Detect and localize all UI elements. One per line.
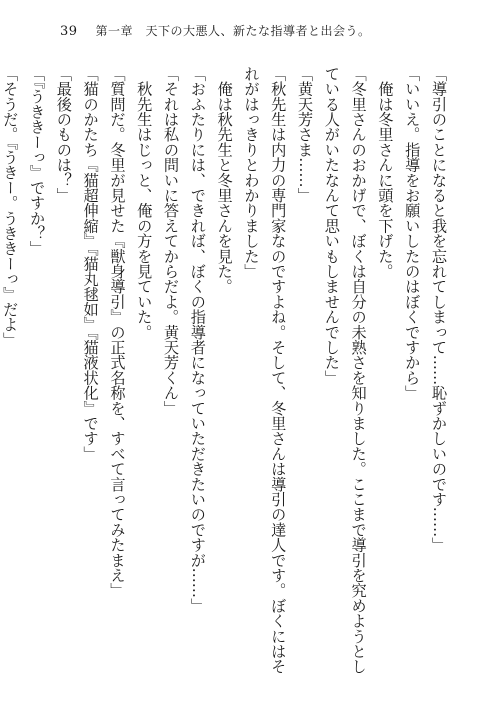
text-line: 「冬里さんのおかげで、ぼくは自分の未熟さを知りました。ここまで導引を究めようとし	[349, 66, 368, 674]
text-line: 「いいえ。指導をお願いしたのはぼくですから」	[403, 66, 422, 401]
page-header	[60, 22, 460, 42]
text-line: 「導引のことになると我を忘れてしまって……恥ずかしいのです……」	[430, 66, 448, 553]
text-line: 秋先生はじっと、俺の方を見ていた。	[135, 66, 154, 340]
text-line: 「そうだ。『うきー。うききーっ』だよ」	[1, 66, 20, 348]
text-line: 「猫のかたち『猫超伸縮』『猫丸毬如』『猫液状化』です」	[81, 66, 100, 462]
text-line: 俺は冬里さんに頭を下げた。	[376, 66, 395, 279]
text-line: 俺は秋先生と冬里さんを見た。	[215, 66, 234, 294]
running-title: 第一章 天下の大悪人、新たな指導者と出会う。	[95, 24, 371, 38]
body-text	[0, 66, 452, 676]
text-line: 「それは私の問いに答えてからだよ。黄天芳くん」	[162, 66, 181, 416]
text-line: 「最後のものは？」	[54, 66, 73, 203]
text-line: 「黄天芳さま……」	[296, 66, 315, 203]
text-line: れがはっきりとわかりました」	[242, 66, 261, 279]
text-line: ている人がいたなんて思いもしませんでした」	[322, 66, 341, 386]
text-line: 「おふたりには、できれば、ぼくの指導者になっていただきたいのですが……」	[188, 66, 207, 614]
text-line: 「秋先生は内力の専門家なのですよね。そして、冬里さんは導引の達人です。ぼくにはそ	[269, 66, 288, 674]
page-number: 39	[60, 24, 78, 39]
text-line: 「質問だ。冬里が見せた『獣身導引』の正式名称を、すべて言ってみたまえ」	[108, 66, 127, 598]
text-line: 「『うききーっ』ですか？」	[28, 66, 47, 256]
